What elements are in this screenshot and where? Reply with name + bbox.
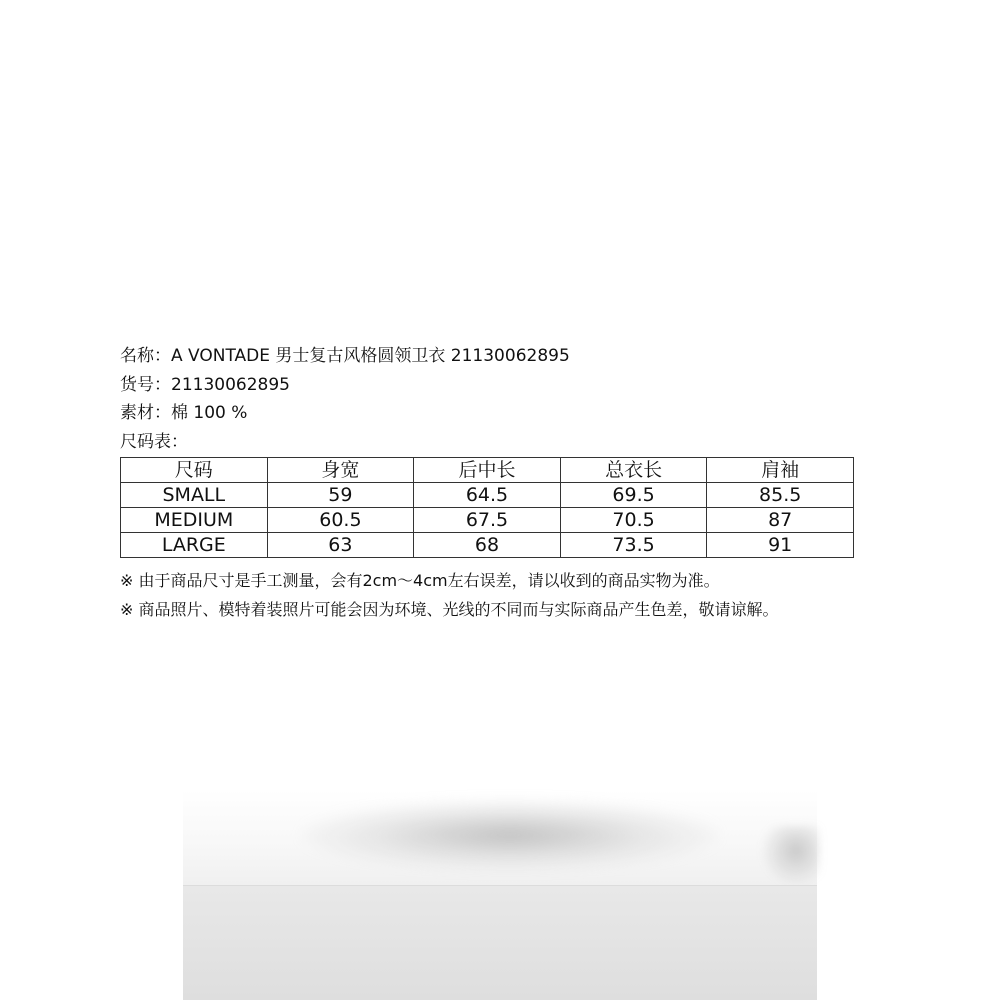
pedestal-shadow-right	[760, 826, 820, 886]
product-sku: 货号：21130062895	[120, 374, 290, 395]
color-note: ※ 商品照片、模特着装照片可能会因为环境、光线的不同而与实际商品产生色差，敬请谅解。	[120, 600, 779, 619]
table-cell: 63	[267, 533, 414, 558]
size-chart-label: 尺码表：	[120, 431, 188, 452]
product-material: 素材：棉 100 %	[120, 403, 248, 423]
product-info	[120, 342, 880, 624]
table-cell: 91	[707, 533, 854, 558]
table-cell: 69.5	[560, 483, 707, 508]
table-row	[121, 533, 854, 558]
header-size: 尺码	[121, 458, 268, 483]
table-cell: 70.5	[560, 508, 707, 533]
size-table-header-row	[121, 458, 854, 483]
size-table	[120, 457, 854, 558]
table-row	[121, 483, 854, 508]
header-back-length: 后中长	[414, 458, 561, 483]
table-cell: 73.5	[560, 533, 707, 558]
table-cell: 68	[414, 533, 561, 558]
measurement-note: ※ 由于商品尺寸是手工测量，会有2cm～4cm左右误差，请以收到的商品实物为准。	[120, 571, 720, 590]
product-name: 名称：A VONTADE 男士复古风格圆领卫衣 21130062895	[120, 346, 570, 366]
header-total-length: 总衣长	[560, 458, 707, 483]
table-cell: 87	[707, 508, 854, 533]
notes	[120, 566, 880, 624]
table-cell: 60.5	[267, 508, 414, 533]
table-cell: 59	[267, 483, 414, 508]
pedestal-shadow	[300, 800, 720, 870]
table-cell: LARGE	[121, 533, 268, 558]
pedestal-front	[183, 885, 817, 1000]
table-cell: MEDIUM	[121, 508, 268, 533]
header-body-width: 身宽	[267, 458, 414, 483]
header-shoulder-sleeve: 肩袖	[707, 458, 854, 483]
table-cell: SMALL	[121, 483, 268, 508]
table-cell: 85.5	[707, 483, 854, 508]
table-cell: 67.5	[414, 508, 561, 533]
table-cell: 64.5	[414, 483, 561, 508]
table-row	[121, 508, 854, 533]
